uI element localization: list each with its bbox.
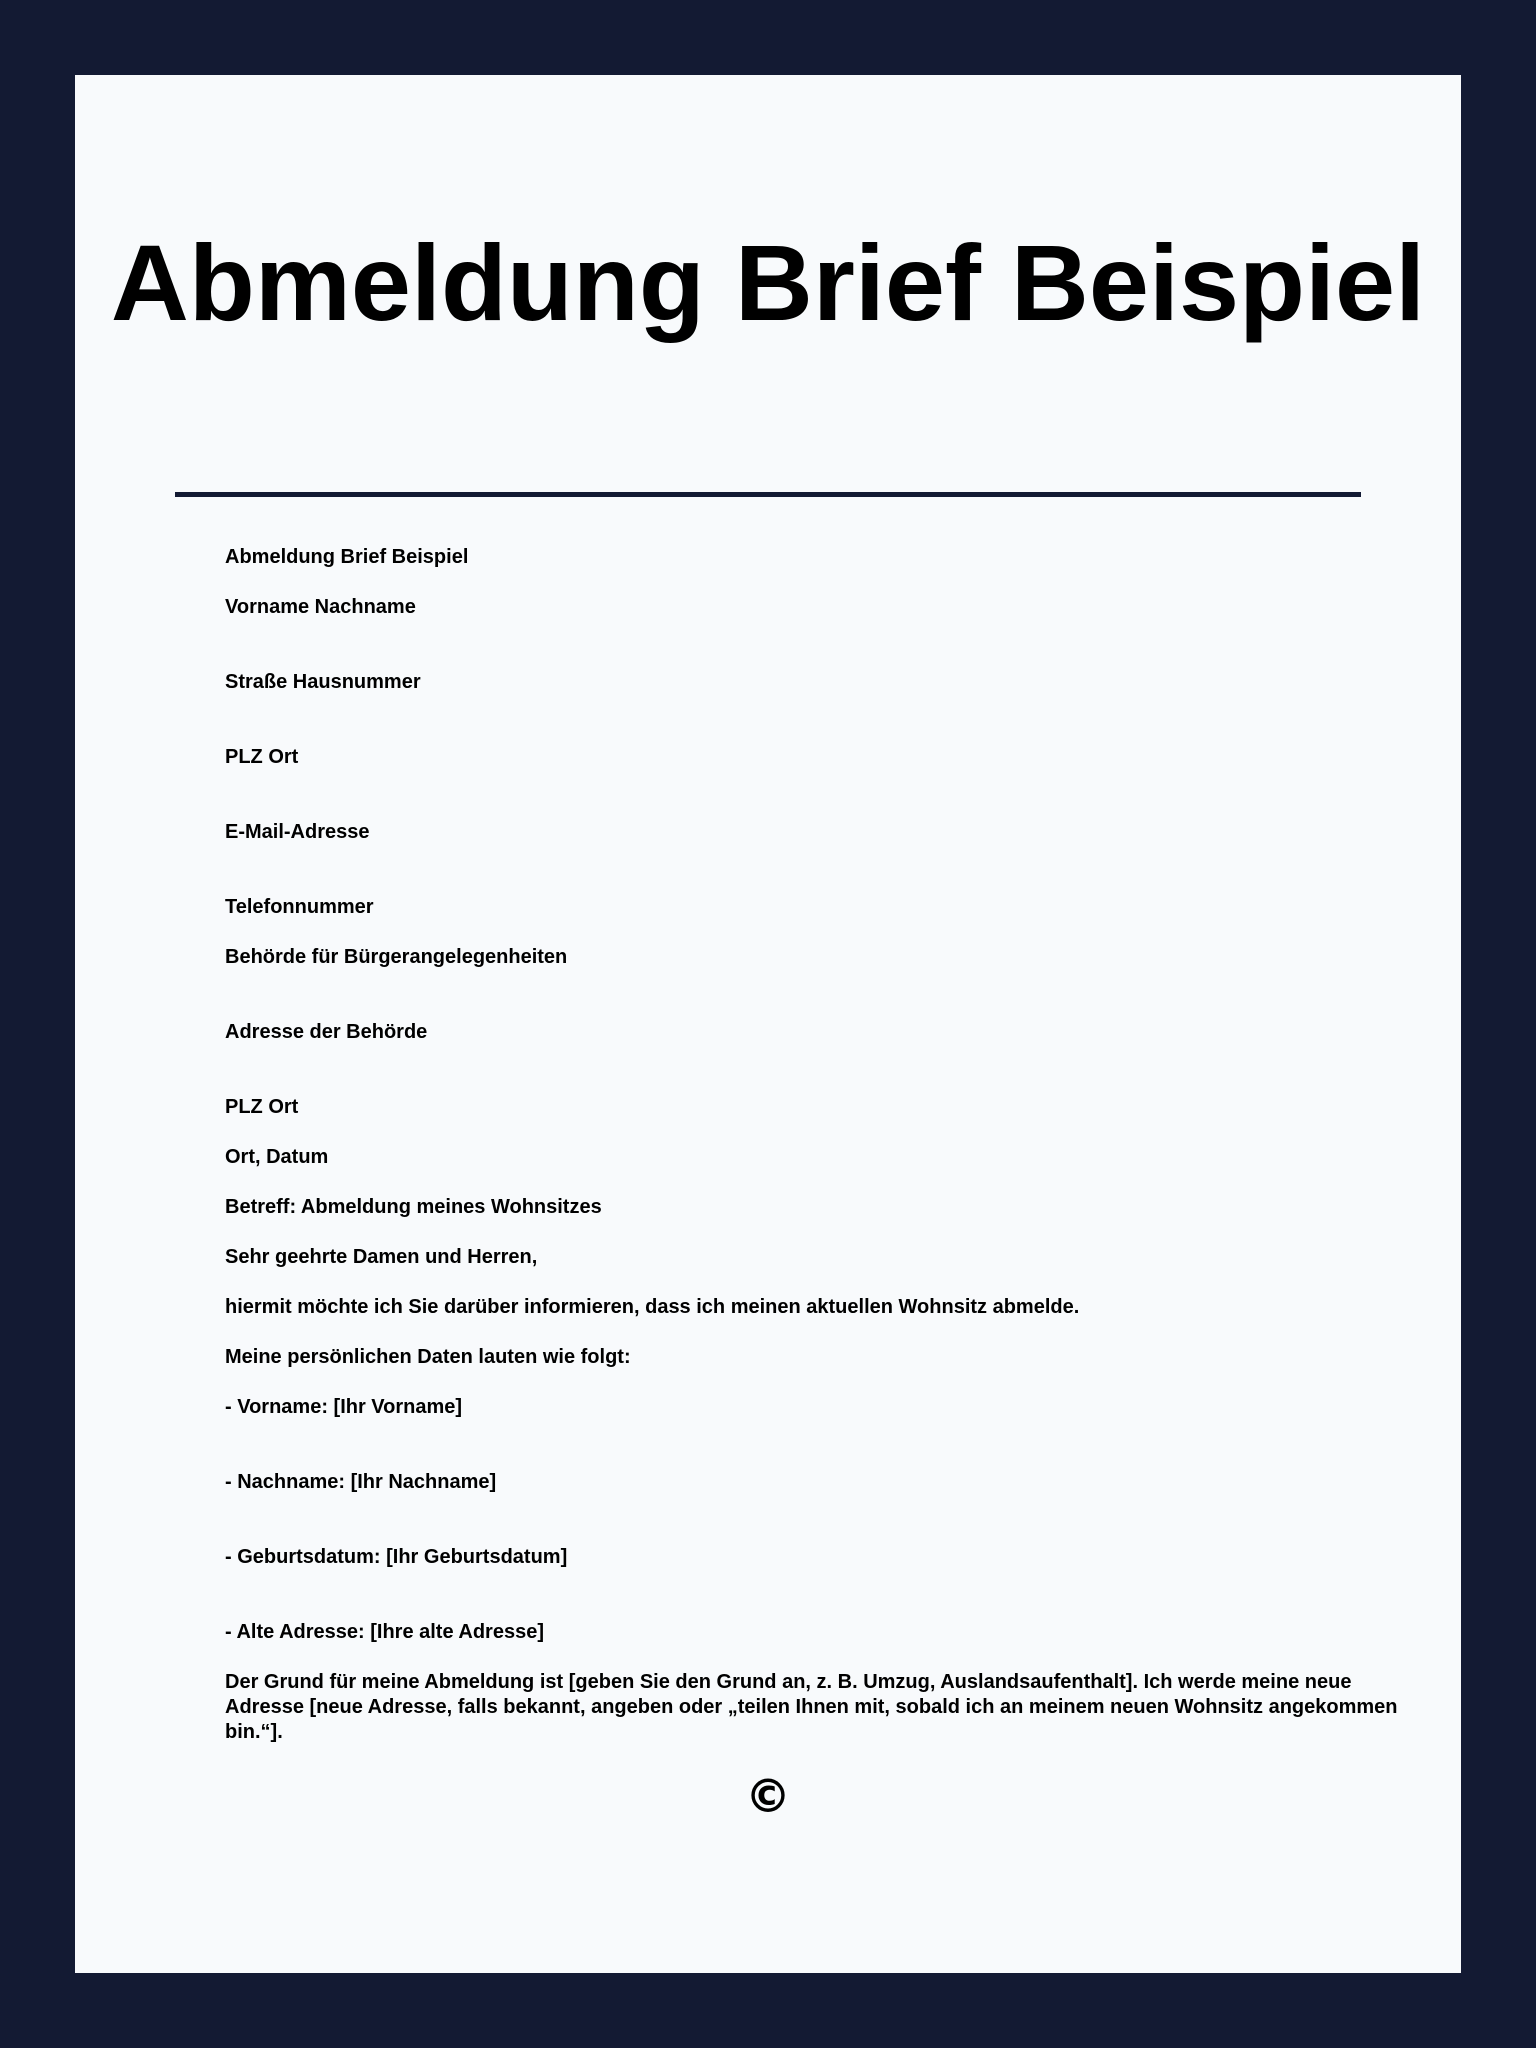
recipient-address: Adresse der Behörde	[225, 1021, 428, 1043]
data-intro: Meine persönlichen Daten lauten wie folgt:	[225, 1346, 631, 1368]
list-item: - Vorname: [Ihr Vorname]	[225, 1396, 463, 1418]
list-item: - Alte Adresse: [Ihre alte Adresse]	[225, 1621, 544, 1643]
sender-phone: Telefonnummer	[225, 896, 374, 918]
list-item: - Geburtsdatum: [Ihr Geburtsdatum]	[225, 1546, 568, 1568]
intro-paragraph: hiermit möchte ich Sie darüber informieren, dass ich meinen aktuellen Wohnsitz abmelde.	[225, 1296, 1080, 1318]
list-item: - Nachname: [Ihr Nachname]	[225, 1471, 497, 1493]
sender-city: PLZ Ort	[225, 746, 299, 768]
recipient-name: Behörde für Bürgerangelegenheiten	[225, 946, 568, 968]
copyright-symbol: ©	[745, 1769, 791, 1823]
page-title: Abmeldung Brief Beispiel	[110, 222, 1426, 343]
sender-name: Vorname Nachname	[225, 596, 416, 618]
sender-street: Straße Hausnummer	[225, 671, 421, 693]
title-divider	[175, 492, 1361, 497]
recipient-city: PLZ Ort	[225, 1096, 299, 1118]
place-date: Ort, Datum	[225, 1146, 329, 1168]
letter-page	[75, 75, 1461, 1973]
sender-email: E-Mail-Adresse	[225, 821, 370, 843]
salutation: Sehr geehrte Damen und Herren,	[225, 1246, 538, 1268]
subject-line: Betreff: Abmeldung meines Wohnsitzes	[225, 1196, 602, 1218]
letter-heading: Abmeldung Brief Beispiel	[225, 546, 469, 568]
reason-paragraph: Der Grund für meine Abmeldung ist [geben Sie den Grund an, z. B. Umzug, Auslandsaufenthalt]. Ich werde meine neue Adresse [neue Adresse, falls bekannt, angeben oder „teilen Ihnen mit, sobald ich an meinem neuen Wohnsitz angekommen bin.“].	[225, 1671, 1398, 1743]
